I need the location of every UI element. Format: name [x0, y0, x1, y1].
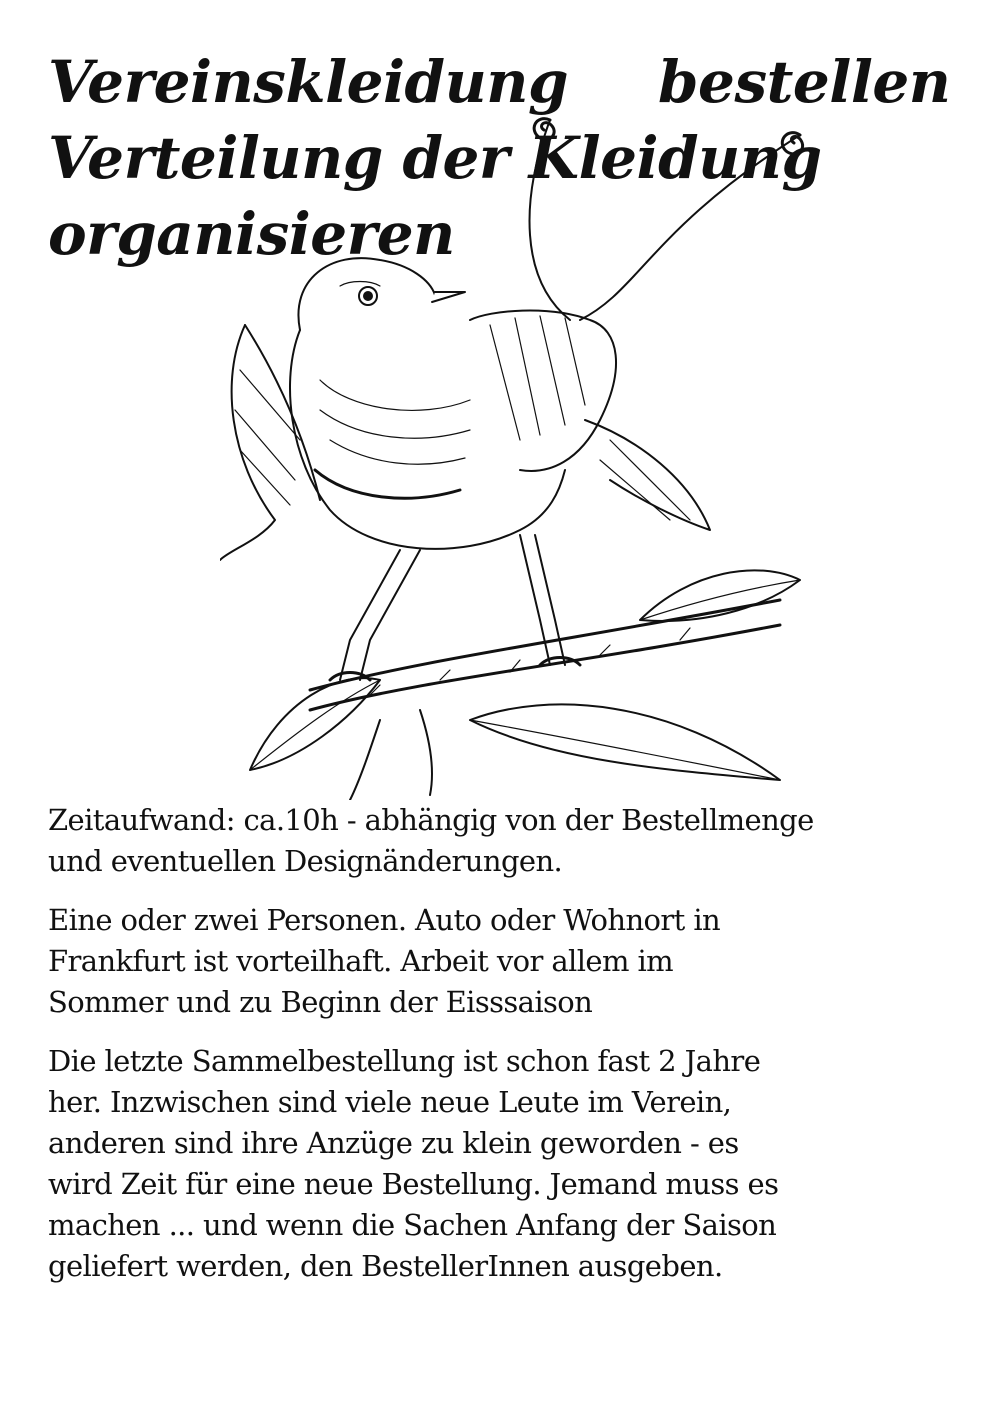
title-line-2: Verteilung der Kleidung	[48, 124, 822, 192]
paragraph-line: Eine oder zwei Personen. Auto oder Wohnort in	[48, 903, 721, 937]
paragraph-line: machen ... und wenn die Sachen Anfang der Saison	[48, 1208, 777, 1242]
paragraph-line: Zeitaufwand: ca.10h - abhängig von der Bestellmenge	[48, 803, 814, 837]
page-title	[48, 44, 951, 272]
paragraph-line: Frankfurt ist vorteilhaft. Arbeit vor allem im	[48, 944, 674, 978]
title-word-vereinskleidung: Vereinskleidung	[48, 48, 568, 116]
paragraph-line: und eventuellen Designänderungen.	[48, 844, 563, 878]
title-line-1	[48, 44, 951, 120]
paragraph-line: geliefert werden, den BestellerInnen ausgeben.	[48, 1249, 723, 1283]
paragraph-line: anderen sind ihre Anzüge zu klein geworden - es	[48, 1126, 739, 1160]
paragraph-line: wird Zeit für eine neue Bestellung. Jemand muss es	[48, 1167, 779, 1201]
paragraph-time-effort	[48, 800, 948, 882]
paragraph-description	[48, 1041, 948, 1287]
paragraph-people	[48, 900, 948, 1023]
title-word-bestellen: bestellen	[658, 48, 951, 116]
body-text	[48, 800, 948, 1305]
paragraph-line: Sommer und zu Beginn der Eisssaison	[48, 985, 593, 1019]
paragraph-line: Die letzte Sammelbestellung ist schon fast 2 Jahre	[48, 1044, 761, 1078]
title-line-3: organisieren	[48, 200, 455, 268]
paragraph-line: her. Inzwischen sind viele neue Leute im Verein,	[48, 1085, 732, 1119]
